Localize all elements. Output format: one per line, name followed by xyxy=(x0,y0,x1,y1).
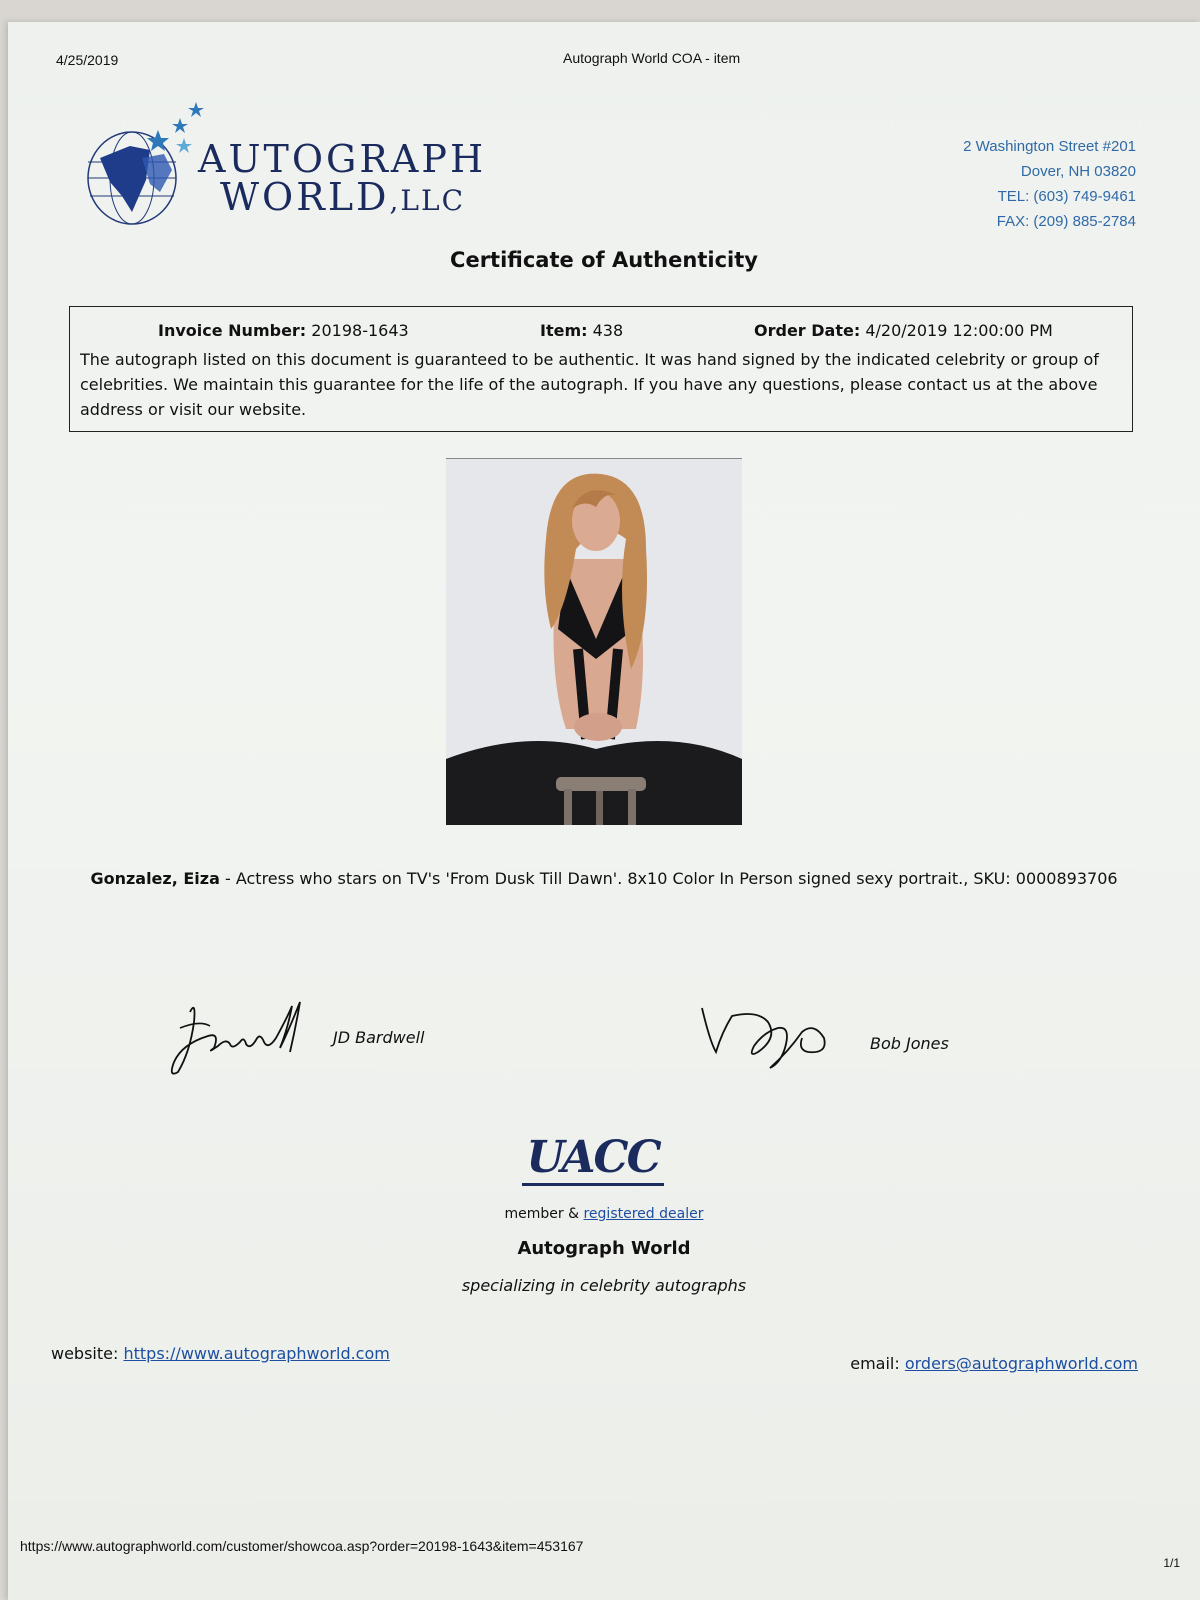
item-photo xyxy=(446,458,742,825)
print-title: Autograph World COA - item xyxy=(563,50,741,66)
address-fax: FAX: (209) 885-2784 xyxy=(996,213,1136,230)
company-tagline: specializing in celebrity autographs xyxy=(461,1276,747,1295)
email-contact: email: orders@autographworld.com xyxy=(850,1354,1138,1373)
certificate-title: Certificate of Authenticity xyxy=(450,248,758,272)
celebrity-name: Gonzalez, Eiza xyxy=(90,869,220,888)
logo-wordmark: AUTOGRAPH WORLD,LLC xyxy=(198,137,487,219)
uacc-membership: member & registered dealer xyxy=(504,1206,704,1222)
jd-bardwell-signature xyxy=(160,992,320,1082)
website-link[interactable]: https://www.autographworld.com xyxy=(123,1344,390,1363)
bob-jones-signature xyxy=(698,1002,838,1082)
portrait-image xyxy=(446,459,742,825)
coa-page xyxy=(8,22,1200,1600)
company-address xyxy=(963,134,1136,234)
invoice-box xyxy=(69,306,1133,432)
item-number: Item: 438 xyxy=(540,321,624,340)
globe-stars-icon xyxy=(80,100,210,230)
registered-dealer-link[interactable]: registered dealer xyxy=(583,1206,704,1222)
signer-name-2: Bob Jones xyxy=(870,1034,949,1053)
signer-name-1: JD Bardwell xyxy=(333,1028,425,1047)
item-details: - Actress who stars on TV's 'From Dusk Till Dawn'. 8x10 Color In Person signed sexy portrait., SKU: 0000893706 xyxy=(219,869,1118,888)
company-logo xyxy=(80,100,500,250)
uacc-logo: UACC xyxy=(508,1132,678,1192)
address-street: 2 Washington Street #201 xyxy=(963,138,1136,155)
website-contact: website: https://www.autographworld.com xyxy=(51,1344,390,1363)
print-date: 4/25/2019 xyxy=(56,52,119,68)
address-tel: TEL: (603) 749-9461 xyxy=(997,188,1136,205)
invoice-number: Invoice Number: 20198-1643 xyxy=(158,321,409,340)
print-footer-url: https://www.autographworld.com/customer/showcoa.asp?order=20198-1643&item=453167 xyxy=(20,1538,584,1554)
item-description xyxy=(68,866,1140,892)
email-link[interactable]: orders@autographworld.com xyxy=(904,1354,1138,1373)
page-number: 1/1 xyxy=(1163,1556,1180,1570)
company-name: Autograph World xyxy=(517,1238,691,1259)
guarantee-text: The autograph listed on this document is guaranteed to be authentic. It was hand signed by the indicated celebrity or group of celebrities. We maintain this guarantee for the life of the autograph. If you have any questions, please contact us at the above address or visit our website. xyxy=(80,350,1099,419)
address-city: Dover, NH 03820 xyxy=(1020,163,1136,180)
order-date: Order Date: 4/20/2019 12:00:00 PM xyxy=(754,321,1053,340)
